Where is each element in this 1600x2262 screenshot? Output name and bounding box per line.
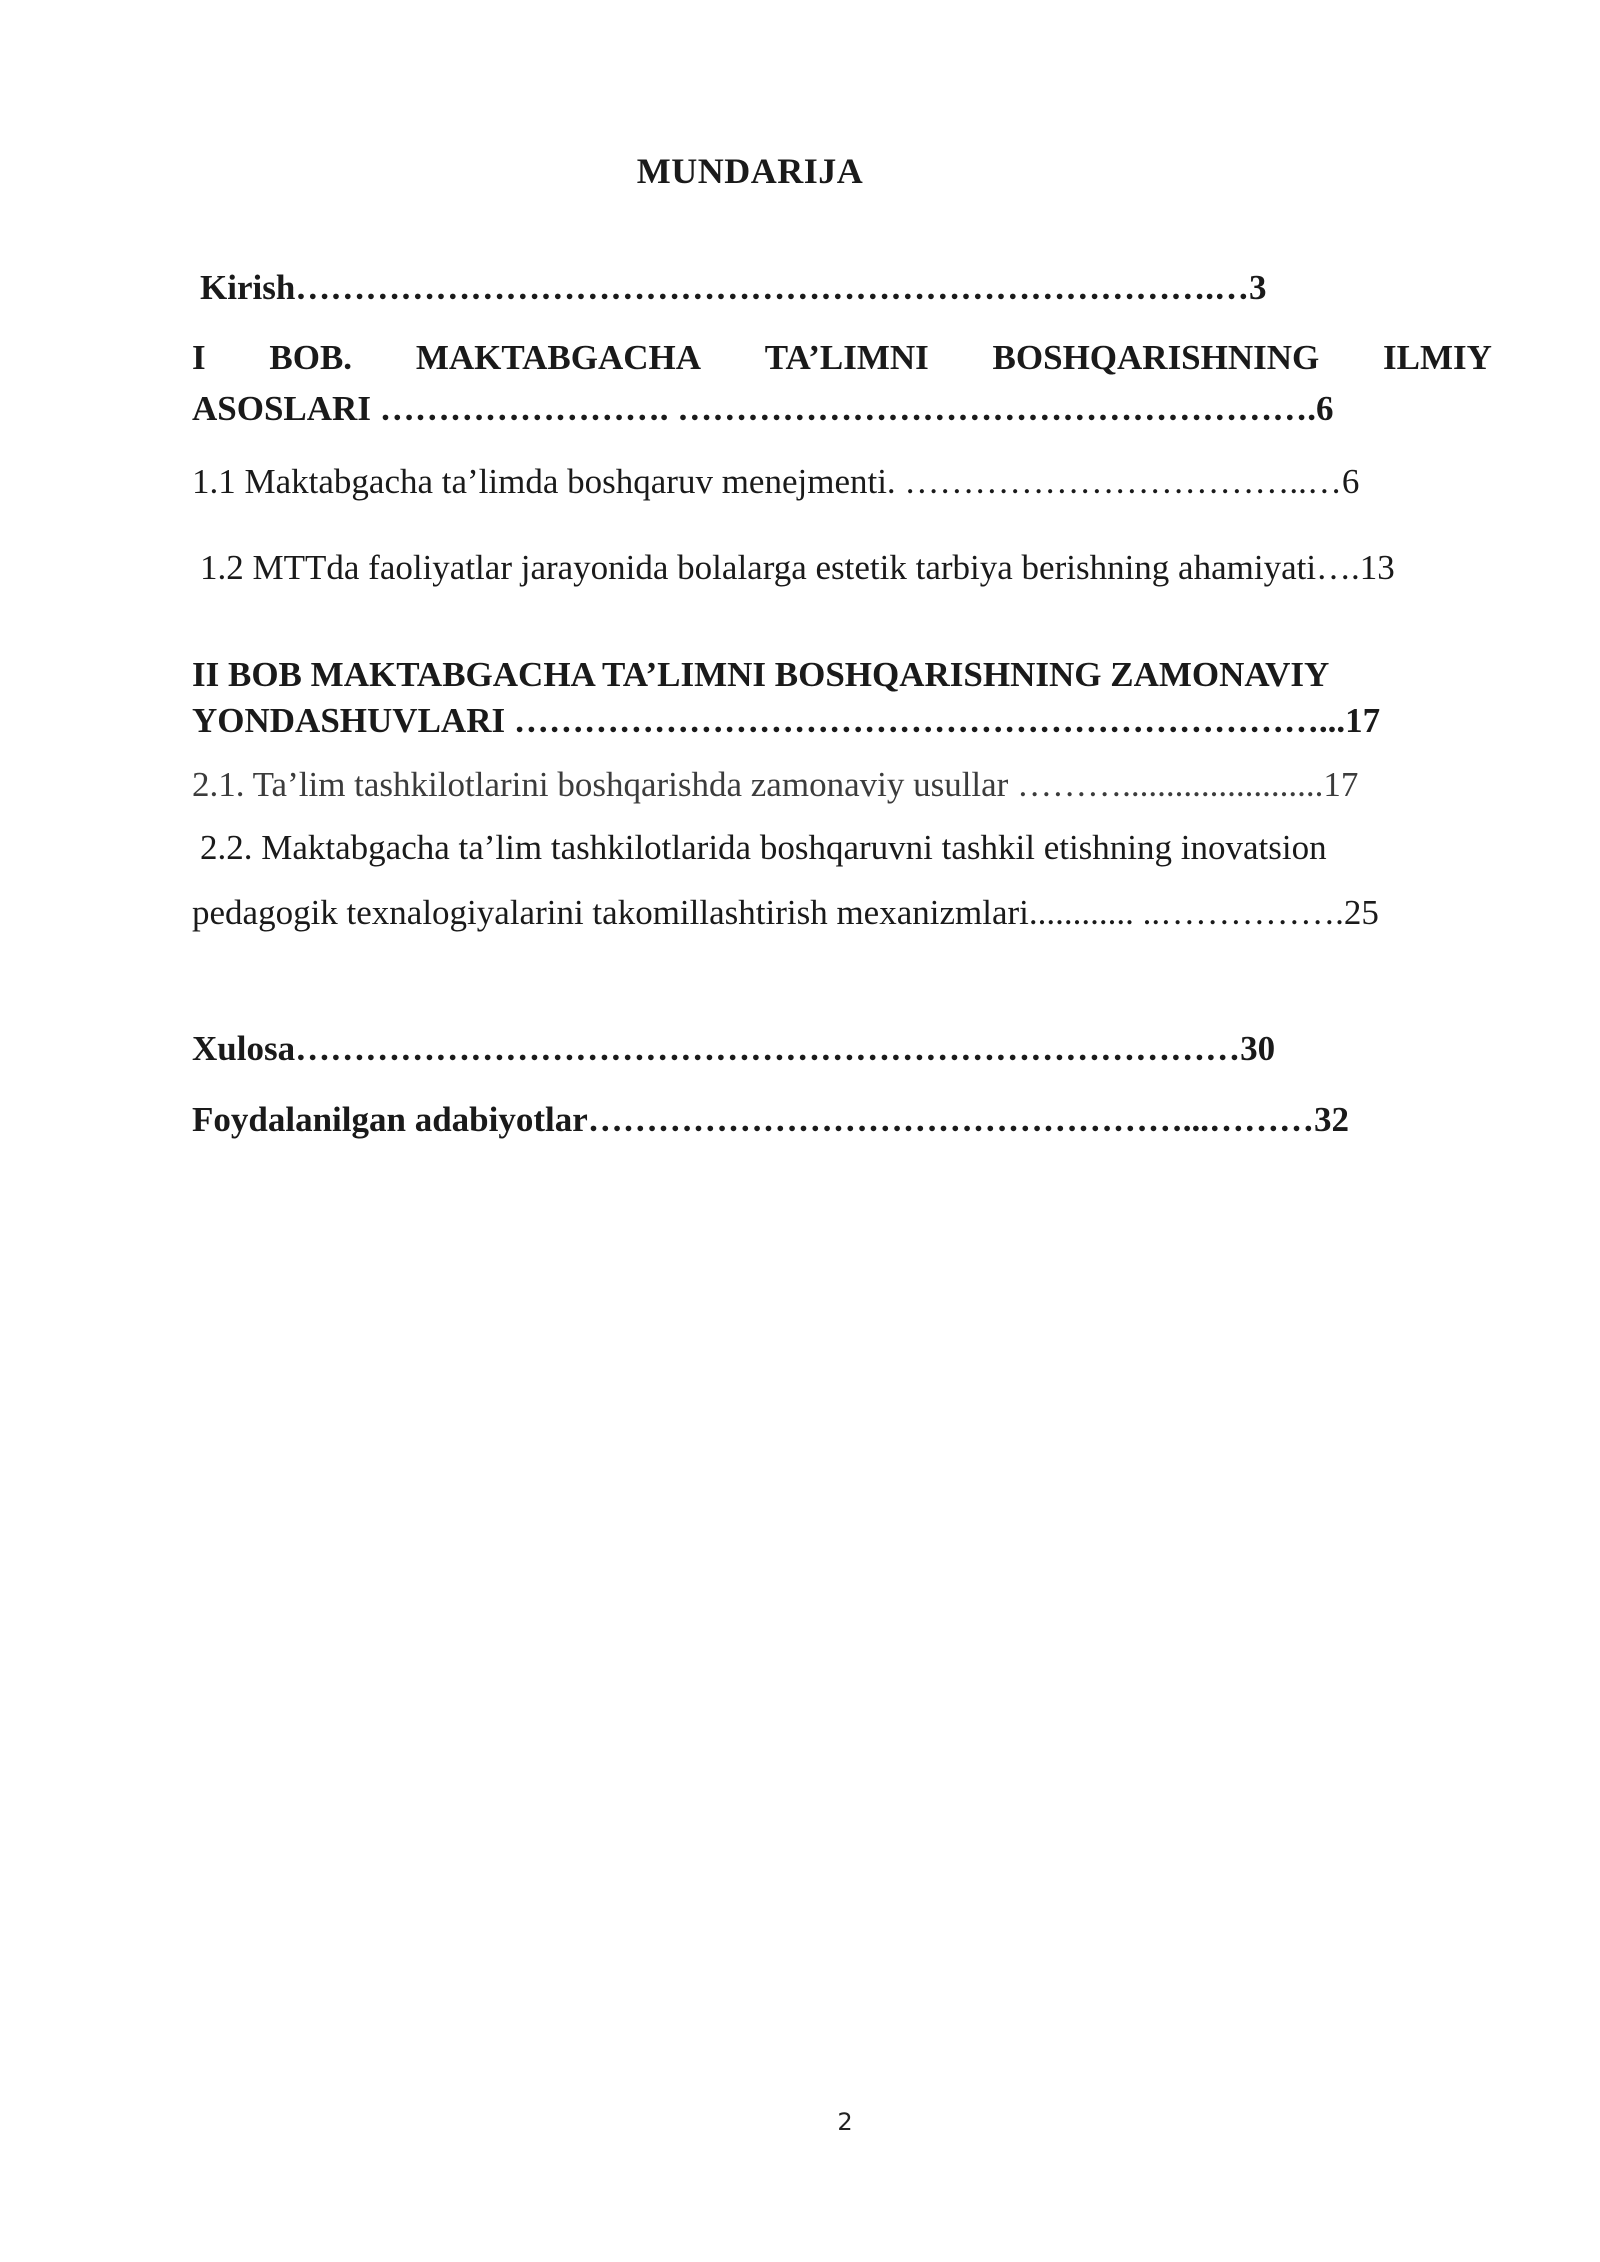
toc-entry-bob2-line1: II BOB MAKTABGACHA TA’LIMNI BOSHQARISHNING ZAMONAVIY: [192, 655, 1330, 694]
toc-entry-kirish: Kirish…………………………………………………………………….…3: [200, 268, 1267, 307]
toc-entry-1-2: 1.2 MTTda faoliyatlar jarayonida bolalarga estetik tarbiya berishning ahamiyati….13: [200, 548, 1395, 587]
toc-entry-bob1-line1: [192, 338, 1492, 378]
toc-entry-1-1: 1.1 Maktabgacha ta’limda boshqaruv menejmenti. ……………………………..…6: [192, 462, 1360, 501]
toc-entry-bob2-line2: YONDASHUVLARI ……………………………………………………………...17: [192, 701, 1381, 740]
page-title: MUNDARIJA: [636, 151, 864, 191]
page-number: 2: [837, 2108, 853, 2136]
toc-word: BOSHQARISHNING: [992, 338, 1320, 377]
toc-entry-2-2-line2: pedagogik texnalogiyalarini takomillashtirish mexanizmlari............ ..…………….25: [192, 893, 1379, 932]
toc-entry-2-2-line1: 2.2. Maktabgacha ta’lim tashkilotlarida boshqaruvni tashkil etishning inovatsion: [200, 828, 1327, 867]
toc-word: MAKTABGACHA: [415, 338, 702, 377]
toc-entry-bob1-line2: ASOSLARI ……………………. ……………………………………………….6: [192, 389, 1334, 428]
toc-word: ILMIY: [1383, 338, 1492, 377]
toc-entry-adabiyotlar: Foydalanilgan adabiyotlar……………………………………………...………32: [192, 1100, 1350, 1139]
toc-entry-2-1: 2.1. Ta’lim tashkilotlarini boshqarishda zamonaviy usullar ……….......................17: [192, 765, 1359, 804]
toc-word: BOB.: [269, 338, 353, 377]
toc-word: I: [192, 338, 206, 377]
toc-word: TA’LIMNI: [764, 338, 929, 377]
toc-entry-xulosa: Xulosa………………………………………………………………………30: [192, 1029, 1276, 1068]
